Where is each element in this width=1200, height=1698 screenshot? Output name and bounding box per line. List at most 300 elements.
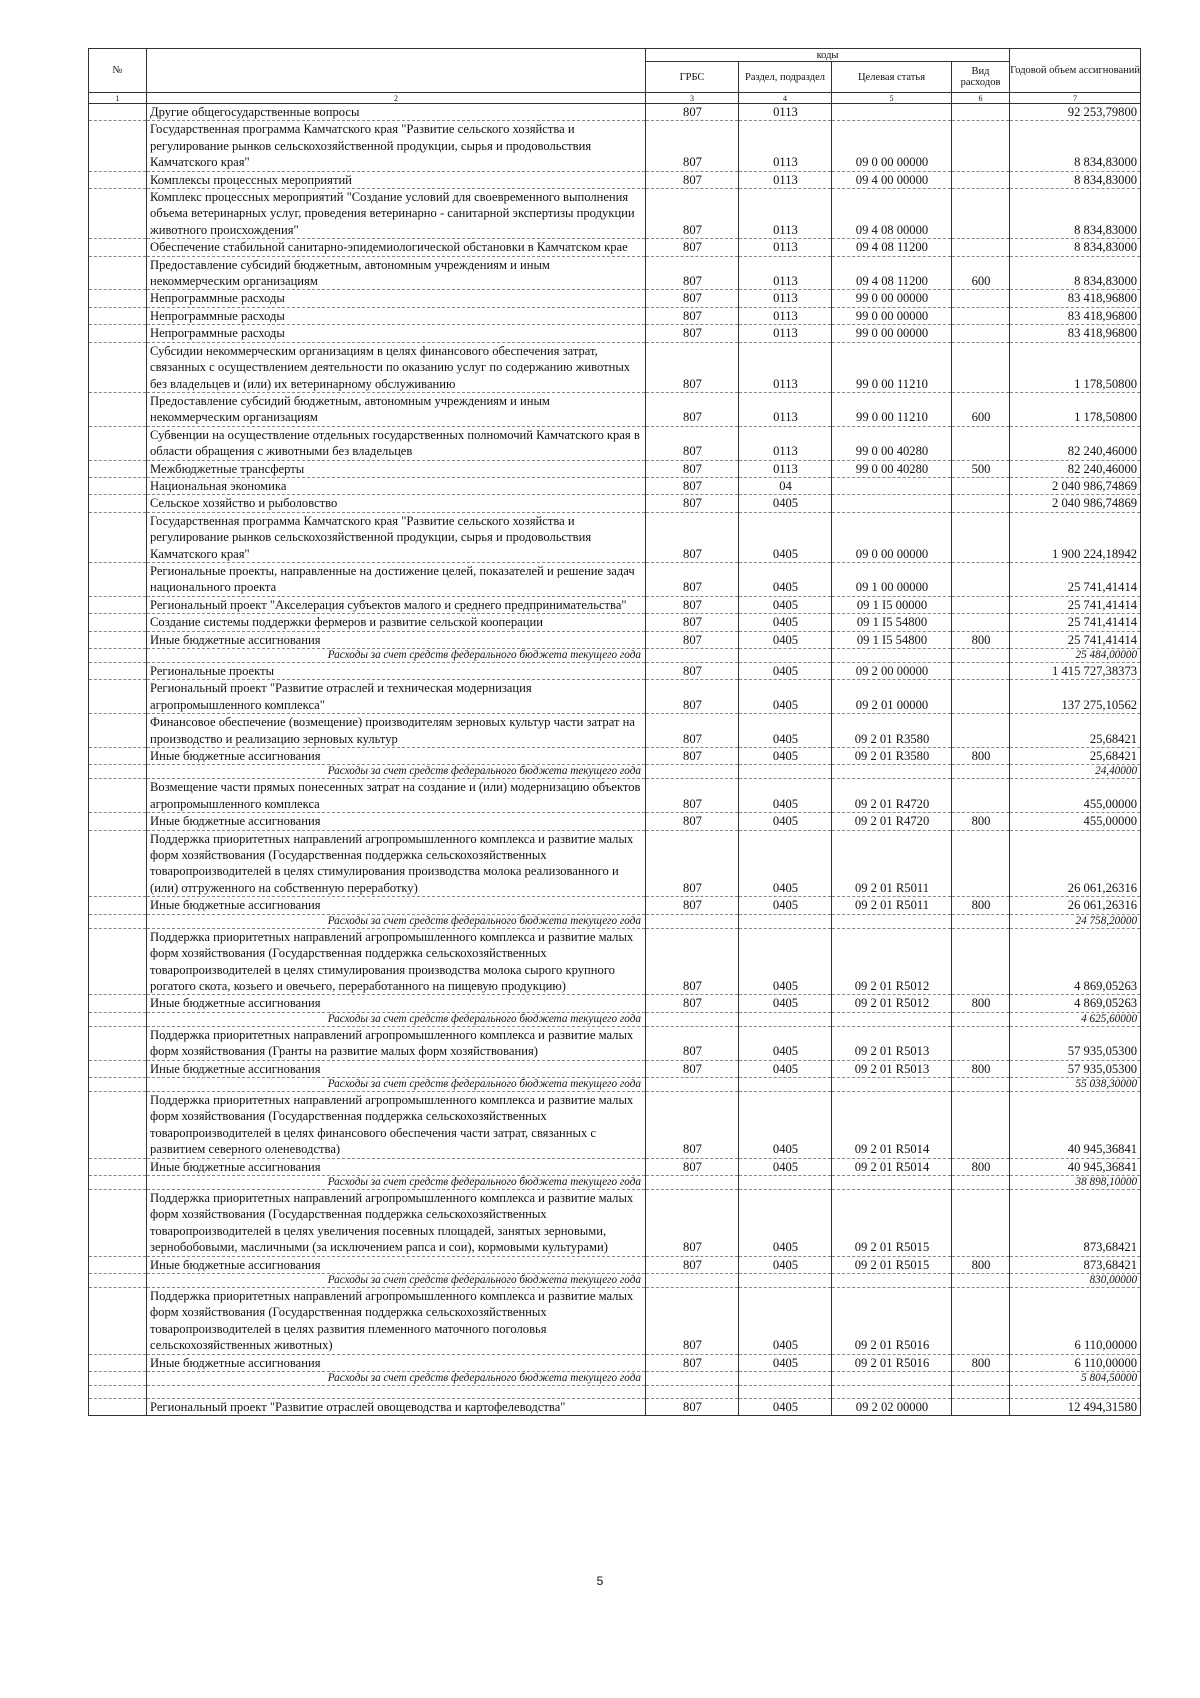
annual-sum-cell: 8 834,83000 (1010, 256, 1141, 290)
razdel-cell: 0405 (739, 1158, 832, 1175)
target-article-cell (832, 1274, 952, 1288)
expense-type-cell (952, 426, 1010, 460)
expense-type-cell: 800 (952, 1060, 1010, 1077)
annual-sum-cell: 12 494,31580 (1010, 1399, 1141, 1416)
razdel-cell: 0405 (739, 495, 832, 512)
grbs-cell: 807 (646, 307, 739, 324)
razdel-cell: 0405 (739, 1189, 832, 1256)
num-cell (89, 512, 147, 562)
razdel-cell (739, 1274, 832, 1288)
target-article-cell (832, 495, 952, 512)
target-article-cell: 09 1 I5 54800 (832, 614, 952, 631)
target-article-cell: 99 0 00 11210 (832, 342, 952, 392)
num-cell (89, 680, 147, 714)
expense-type-cell (952, 325, 1010, 342)
name-cell: Региональный проект "Акселерация субъектов малого и среднего предпринимательства" (147, 596, 646, 613)
expense-type-cell (952, 765, 1010, 779)
budget-table (88, 48, 1141, 1416)
razdel-cell (739, 649, 832, 663)
table-row (89, 830, 1141, 897)
annual-sum-cell: 25 741,41414 (1010, 631, 1141, 648)
razdel-cell: 0113 (739, 239, 832, 256)
annual-sum-cell: 6 110,00000 (1010, 1288, 1141, 1355)
num-cell (89, 239, 147, 256)
razdel-cell: 0405 (739, 512, 832, 562)
razdel-cell: 0113 (739, 104, 832, 121)
razdel-cell: 0405 (739, 1091, 832, 1158)
num-cell (89, 495, 147, 512)
num-cell (89, 596, 147, 613)
expense-type-cell (952, 1026, 1010, 1060)
expense-type-cell (952, 1077, 1010, 1091)
num-cell (89, 614, 147, 631)
expense-type-cell (952, 1386, 1010, 1399)
num-cell (89, 342, 147, 392)
razdel-cell: 0113 (739, 171, 832, 188)
table-row (89, 307, 1141, 324)
target-article-cell (832, 649, 952, 663)
num-cell (89, 830, 147, 897)
expense-type-cell (952, 1175, 1010, 1189)
expense-type-cell: 600 (952, 392, 1010, 426)
razdel-cell: 0405 (739, 748, 832, 765)
target-article-cell: 09 2 01 R5014 (832, 1158, 952, 1175)
target-article-cell: 09 4 08 11200 (832, 239, 952, 256)
annual-sum-cell (1010, 1386, 1141, 1399)
expense-type-cell (952, 663, 1010, 680)
target-article-cell (832, 104, 952, 121)
grbs-cell: 807 (646, 477, 739, 494)
target-article-cell: 99 0 00 40280 (832, 460, 952, 477)
num-cell (89, 631, 147, 648)
razdel-cell (739, 1077, 832, 1091)
annual-sum-cell: 1 415 727,38373 (1010, 663, 1141, 680)
grbs-cell: 807 (646, 171, 739, 188)
grbs-cell: 807 (646, 392, 739, 426)
name-cell: Иные бюджетные ассигнования (147, 995, 646, 1012)
num-cell (89, 1399, 147, 1416)
name-cell: Иные бюджетные ассигнования (147, 813, 646, 830)
target-article-cell: 99 0 00 00000 (832, 290, 952, 307)
table-row (89, 1386, 1141, 1399)
target-article-cell (832, 914, 952, 928)
expense-type-cell: 800 (952, 995, 1010, 1012)
num-cell (89, 1256, 147, 1273)
annual-sum-cell: 455,00000 (1010, 779, 1141, 813)
razdel-cell (739, 1175, 832, 1189)
num-cell (89, 171, 147, 188)
header-name (147, 49, 646, 93)
grbs-cell: 807 (646, 512, 739, 562)
grbs-cell (646, 1386, 739, 1399)
razdel-cell (739, 765, 832, 779)
table-row (89, 1060, 1141, 1077)
annual-sum-cell: 40 945,36841 (1010, 1091, 1141, 1158)
expense-type-cell (952, 1372, 1010, 1386)
name-cell: Поддержка приоритетных направлений агропромышленного комплекса и развитие малых форм хозяйствования (Государственная поддержка сельскохозяйственных товаропроизводителей в целях стимулирования производства молока сырого крупного рогатого скота, козьего и овечьего, переработанного на пищевую продукцию) (147, 928, 646, 995)
table-row (89, 1189, 1141, 1256)
table-row (89, 189, 1141, 239)
razdel-cell: 0405 (739, 779, 832, 813)
table-row (89, 596, 1141, 613)
federal-budget-row (89, 649, 1141, 663)
table-row (89, 342, 1141, 392)
num-cell (89, 995, 147, 1012)
expense-type-cell (952, 171, 1010, 188)
num-cell (89, 189, 147, 239)
target-article-cell: 09 2 01 R5011 (832, 897, 952, 914)
name-cell: Расходы за счет средств федерального бюджета текущего года (147, 649, 646, 663)
annual-sum-cell: 25,68421 (1010, 748, 1141, 765)
name-cell: Государственная программа Камчатского края "Развитие сельского хозяйства и регулирование рынков сельскохозяйственной продукции, сырья и продовольствия Камчатского края" (147, 121, 646, 171)
target-article-cell: 09 1 I5 00000 (832, 596, 952, 613)
colnum: 6 (952, 93, 1010, 104)
annual-sum-cell: 8 834,83000 (1010, 171, 1141, 188)
expense-type-cell: 500 (952, 460, 1010, 477)
grbs-cell: 807 (646, 1399, 739, 1416)
name-cell: Другие общегосударственные вопросы (147, 104, 646, 121)
page-number: 5 (596, 1574, 604, 1588)
annual-sum-cell: 25 741,41414 (1010, 596, 1141, 613)
name-cell: Предоставление субсидий бюджетным, автономным учреждениям и иным некоммерческим организациям (147, 392, 646, 426)
razdel-cell: 0405 (739, 663, 832, 680)
annual-sum-cell: 25,68421 (1010, 714, 1141, 748)
num-cell (89, 714, 147, 748)
num-cell (89, 1060, 147, 1077)
annual-sum-cell: 82 240,46000 (1010, 460, 1141, 477)
table-row (89, 813, 1141, 830)
target-article-cell: 09 2 01 R5011 (832, 830, 952, 897)
annual-sum-cell: 1 178,50800 (1010, 342, 1141, 392)
num-cell (89, 426, 147, 460)
razdel-cell: 0405 (739, 596, 832, 613)
name-cell: Расходы за счет средств федерального бюджета текущего года (147, 765, 646, 779)
name-cell: Иные бюджетные ассигнования (147, 897, 646, 914)
table-row (89, 1026, 1141, 1060)
num-cell (89, 392, 147, 426)
annual-sum-cell: 92 253,79800 (1010, 104, 1141, 121)
annual-sum-cell: 2 040 986,74869 (1010, 477, 1141, 494)
target-article-cell: 09 0 00 00000 (832, 121, 952, 171)
razdel-cell: 0405 (739, 1256, 832, 1273)
header-annual-sum: Годовой объем ассигнований (1010, 49, 1141, 93)
name-cell: Поддержка приоритетных направлений агропромышленного комплекса и развитие малых форм хозяйствования (Государственная поддержка сельскохозяйственных товаропроизводителей в целях увеличения посевных площадей, занятых зерновыми, зернобобовыми, масличными (за исключением рапса и сои), кормовыми культурами) (147, 1189, 646, 1256)
colnum: 4 (739, 93, 832, 104)
num-cell (89, 121, 147, 171)
grbs-cell (646, 914, 739, 928)
table-row (89, 512, 1141, 562)
federal-budget-row (89, 1012, 1141, 1026)
annual-sum-cell: 137 275,10562 (1010, 680, 1141, 714)
grbs-cell: 807 (646, 995, 739, 1012)
expense-type-cell (952, 680, 1010, 714)
table-row (89, 171, 1141, 188)
expense-type-cell: 800 (952, 813, 1010, 830)
expense-type-cell (952, 1012, 1010, 1026)
annual-sum-cell: 1 178,50800 (1010, 392, 1141, 426)
target-article-cell: 09 2 01 R5014 (832, 1091, 952, 1158)
name-cell: Иные бюджетные ассигнования (147, 1158, 646, 1175)
grbs-cell: 807 (646, 1060, 739, 1077)
header-expense-type: Вид расходов (952, 62, 1010, 93)
annual-sum-cell: 55 038,30000 (1010, 1077, 1141, 1091)
name-cell: Финансовое обеспечение (возмещение) производителям зерновых культур части затрат на производство и реализацию зерновых культур (147, 714, 646, 748)
num-cell (89, 460, 147, 477)
target-article-cell (832, 1372, 952, 1386)
target-article-cell (832, 765, 952, 779)
grbs-cell: 807 (646, 1026, 739, 1060)
razdel-cell: 0405 (739, 680, 832, 714)
name-cell: Субвенции на осуществление отдельных государственных полномочий Камчатского края в области обращения с животными без владельцев (147, 426, 646, 460)
name-cell: Региональные проекты, направленные на достижение целей, показателей и решение задач национального проекта (147, 562, 646, 596)
annual-sum-cell: 26 061,26316 (1010, 897, 1141, 914)
name-cell: Непрограммные расходы (147, 290, 646, 307)
grbs-cell (646, 1012, 739, 1026)
target-article-cell: 09 4 00 00000 (832, 171, 952, 188)
annual-sum-cell: 6 110,00000 (1010, 1354, 1141, 1371)
table-row (89, 714, 1141, 748)
num-cell (89, 1026, 147, 1060)
name-cell: Поддержка приоритетных направлений агропромышленного комплекса и развитие малых форм хозяйствования (Гранты на развитие малых форм хозяйствования) (147, 1026, 646, 1060)
num-cell (89, 779, 147, 813)
annual-sum-cell: 83 418,96800 (1010, 325, 1141, 342)
grbs-cell: 807 (646, 1158, 739, 1175)
colnum: 3 (646, 93, 739, 104)
expense-type-cell (952, 1274, 1010, 1288)
name-cell: Комплексы процессных мероприятий (147, 171, 646, 188)
grbs-cell: 807 (646, 239, 739, 256)
expense-type-cell (952, 928, 1010, 995)
num-cell (89, 663, 147, 680)
razdel-cell: 0405 (739, 1354, 832, 1371)
annual-sum-cell: 1 900 224,18942 (1010, 512, 1141, 562)
annual-sum-cell: 4 625,60000 (1010, 1012, 1141, 1026)
num-cell (89, 256, 147, 290)
grbs-cell: 807 (646, 830, 739, 897)
target-article-cell: 99 0 00 40280 (832, 426, 952, 460)
name-cell: Региональные проекты (147, 663, 646, 680)
expense-type-cell (952, 342, 1010, 392)
expense-type-cell (952, 1091, 1010, 1158)
target-article-cell: 09 2 01 R5013 (832, 1060, 952, 1077)
annual-sum-cell: 83 418,96800 (1010, 290, 1141, 307)
expense-type-cell: 800 (952, 748, 1010, 765)
annual-sum-cell: 24 758,20000 (1010, 914, 1141, 928)
razdel-cell: 0405 (739, 714, 832, 748)
num-cell (89, 1158, 147, 1175)
table-row (89, 104, 1141, 121)
razdel-cell: 0405 (739, 1026, 832, 1060)
expense-type-cell (952, 1288, 1010, 1355)
table-row (89, 1158, 1141, 1175)
grbs-cell: 807 (646, 897, 739, 914)
expense-type-cell (952, 104, 1010, 121)
header-target-article: Целевая статья (832, 62, 952, 93)
name-cell: Расходы за счет средств федерального бюджета текущего года (147, 1012, 646, 1026)
num-cell (89, 1354, 147, 1371)
federal-budget-row (89, 1372, 1141, 1386)
target-article-cell: 99 0 00 00000 (832, 307, 952, 324)
table-row (89, 928, 1141, 995)
num-cell (89, 1386, 147, 1399)
expense-type-cell: 800 (952, 897, 1010, 914)
num-cell (89, 290, 147, 307)
header-razdel: Раздел, подраздел (739, 62, 832, 93)
name-cell: Государственная программа Камчатского края "Развитие сельского хозяйства и регулирование рынков сельскохозяйственной продукции, сырья и продовольствия Камчатского края" (147, 512, 646, 562)
target-article-cell (832, 477, 952, 494)
razdel-cell: 0405 (739, 813, 832, 830)
grbs-cell: 807 (646, 714, 739, 748)
table-row (89, 1091, 1141, 1158)
table-row (89, 748, 1141, 765)
razdel-cell: 0113 (739, 392, 832, 426)
razdel-cell: 0113 (739, 256, 832, 290)
annual-sum-cell: 2 040 986,74869 (1010, 495, 1141, 512)
annual-sum-cell: 82 240,46000 (1010, 426, 1141, 460)
table-row (89, 325, 1141, 342)
name-cell: Межбюджетные трансферты (147, 460, 646, 477)
razdel-cell (739, 914, 832, 928)
num-cell (89, 649, 147, 663)
grbs-cell: 807 (646, 614, 739, 631)
grbs-cell: 807 (646, 342, 739, 392)
table-row (89, 256, 1141, 290)
name-cell: Предоставление субсидий бюджетным, автономным учреждениям и иным некоммерческим организациям (147, 256, 646, 290)
table-row (89, 290, 1141, 307)
grbs-cell: 807 (646, 748, 739, 765)
target-article-cell: 09 2 01 R4720 (832, 813, 952, 830)
annual-sum-cell: 83 418,96800 (1010, 307, 1141, 324)
target-article-cell: 09 2 01 R5012 (832, 928, 952, 995)
colnum: 1 (89, 93, 147, 104)
num-cell (89, 1012, 147, 1026)
expense-type-cell (952, 649, 1010, 663)
name-cell: Расходы за счет средств федерального бюджета текущего года (147, 1175, 646, 1189)
expense-type-cell (952, 477, 1010, 494)
razdel-cell: 0405 (739, 562, 832, 596)
table-row (89, 1288, 1141, 1355)
table-row (89, 680, 1141, 714)
table-row (89, 614, 1141, 631)
target-article-cell: 09 2 00 00000 (832, 663, 952, 680)
table-row (89, 995, 1141, 1012)
expense-type-cell (952, 189, 1010, 239)
razdel-cell: 0113 (739, 325, 832, 342)
table-row (89, 1399, 1141, 1416)
razdel-cell: 0405 (739, 631, 832, 648)
annual-sum-cell: 873,68421 (1010, 1189, 1141, 1256)
table-row (89, 779, 1141, 813)
table-row (89, 1354, 1141, 1371)
name-cell: Иные бюджетные ассигнования (147, 1354, 646, 1371)
razdel-cell (739, 1012, 832, 1026)
num-cell (89, 1288, 147, 1355)
federal-budget-row (89, 1274, 1141, 1288)
target-article-cell: 99 0 00 00000 (832, 325, 952, 342)
name-cell: Расходы за счет средств федерального бюджета текущего года (147, 1372, 646, 1386)
razdel-cell: 04 (739, 477, 832, 494)
name-cell: Расходы за счет средств федерального бюджета текущего года (147, 914, 646, 928)
target-article-cell: 09 2 02 00000 (832, 1399, 952, 1416)
table-row (89, 1256, 1141, 1273)
razdel-cell: 0113 (739, 426, 832, 460)
name-cell: Иные бюджетные ассигнования (147, 1060, 646, 1077)
target-article-cell: 09 2 01 R4720 (832, 779, 952, 813)
target-article-cell: 09 1 I5 54800 (832, 631, 952, 648)
target-article-cell: 09 0 00 00000 (832, 512, 952, 562)
grbs-cell: 807 (646, 680, 739, 714)
table-row (89, 631, 1141, 648)
annual-sum-cell: 5 804,50000 (1010, 1372, 1141, 1386)
expense-type-cell (952, 307, 1010, 324)
name-cell: Национальная экономика (147, 477, 646, 494)
target-article-cell: 09 2 01 R5012 (832, 995, 952, 1012)
razdel-cell: 0405 (739, 897, 832, 914)
table-row (89, 663, 1141, 680)
name-cell: Поддержка приоритетных направлений агропромышленного комплекса и развитие малых форм хозяйствования (Государственная поддержка сельскохозяйственных товаропроизводителей в целях финансового обеспечения части затрат, связанных с развитием северного оленеводства) (147, 1091, 646, 1158)
expense-type-cell: 600 (952, 256, 1010, 290)
grbs-cell: 807 (646, 256, 739, 290)
federal-budget-row (89, 1077, 1141, 1091)
expense-type-cell (952, 121, 1010, 171)
annual-sum-cell: 8 834,83000 (1010, 239, 1141, 256)
razdel-cell (739, 1386, 832, 1399)
annual-sum-cell: 455,00000 (1010, 813, 1141, 830)
target-article-cell: 09 2 01 R5015 (832, 1189, 952, 1256)
annual-sum-cell: 57 935,05300 (1010, 1060, 1141, 1077)
grbs-cell (646, 1077, 739, 1091)
razdel-cell: 0405 (739, 1060, 832, 1077)
expense-type-cell: 800 (952, 1256, 1010, 1273)
grbs-cell: 807 (646, 460, 739, 477)
header-codes: коды (646, 49, 1010, 62)
target-article-cell: 09 2 01 R5016 (832, 1354, 952, 1371)
expense-type-cell: 800 (952, 631, 1010, 648)
razdel-cell: 0113 (739, 342, 832, 392)
grbs-cell (646, 649, 739, 663)
target-article-cell: 09 4 08 00000 (832, 189, 952, 239)
expense-type-cell (952, 562, 1010, 596)
name-cell: Иные бюджетные ассигнования (147, 748, 646, 765)
expense-type-cell (952, 714, 1010, 748)
razdel-cell: 0113 (739, 189, 832, 239)
annual-sum-cell: 8 834,83000 (1010, 121, 1141, 171)
budget-table-sheet (88, 48, 1140, 1416)
table-row (89, 239, 1141, 256)
table-header (89, 49, 1141, 104)
razdel-cell: 0113 (739, 121, 832, 171)
expense-type-cell (952, 290, 1010, 307)
target-article-cell (832, 1386, 952, 1399)
razdel-cell (739, 1372, 832, 1386)
name-cell: Непрограммные расходы (147, 325, 646, 342)
grbs-cell: 807 (646, 1189, 739, 1256)
grbs-cell: 807 (646, 1091, 739, 1158)
federal-budget-row (89, 765, 1141, 779)
table-row (89, 562, 1141, 596)
name-cell: Возмещение части прямых понесенных затрат на создание и (или) модернизацию объектов агропромышленного комплекса (147, 779, 646, 813)
target-article-cell: 09 1 00 00000 (832, 562, 952, 596)
grbs-cell: 807 (646, 663, 739, 680)
name-cell: Непрограммные расходы (147, 307, 646, 324)
grbs-cell: 807 (646, 189, 739, 239)
grbs-cell: 807 (646, 813, 739, 830)
annual-sum-cell: 38 898,10000 (1010, 1175, 1141, 1189)
expense-type-cell (952, 830, 1010, 897)
annual-sum-cell: 830,00000 (1010, 1274, 1141, 1288)
name-cell: Региональный проект "Развитие отраслей и техническая модернизация агропромышленного комплекса" (147, 680, 646, 714)
annual-sum-cell: 40 945,36841 (1010, 1158, 1141, 1175)
